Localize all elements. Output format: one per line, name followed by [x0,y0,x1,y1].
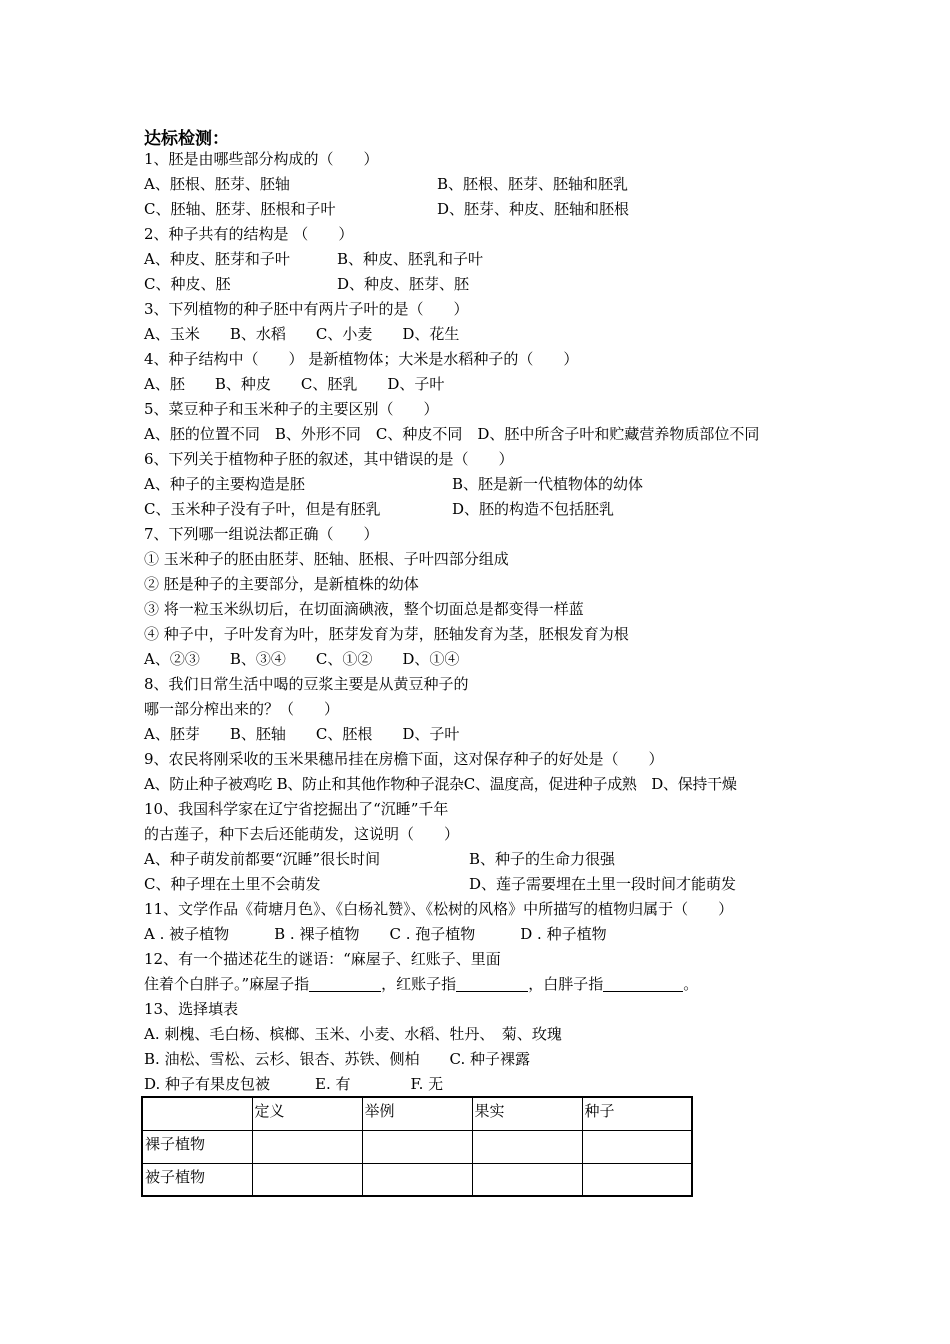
question-2-stem: 2、种子共有的结构是 （ ） [144,225,354,243]
question-7-statement-3: ③ 将一粒玉米纵切后，在切面滴碘液，整个切面总是都变得一样蓝 [144,600,584,618]
table-row-label: 裸子植物 [142,1130,252,1163]
question-8-options: A、胚芽 B、胚轴 C、胚根 D、子叶 [144,725,460,743]
question-10-options-row-1 [144,847,616,872]
answer-blank-3[interactable] [603,975,683,992]
question-2-options-row-1 [144,247,484,272]
question-13-item-b: B. 油松、雪松、云杉、银杏、苏铁、侧柏 C. 种子裸露 [144,1050,531,1068]
answer-blank-2[interactable] [456,975,528,992]
section-title: 达标检测： [144,129,229,149]
question-11-options: A . 被子植物 B . 裸子植物 C . 孢子植物 D . 种子植物 [144,925,607,943]
option-d: D、种皮、胚芽、胚 [337,275,470,293]
table-header-cell [142,1097,252,1130]
classification-table [141,1096,693,1197]
question-1-stem: 1、胚是由哪些部分构成的（ ） [144,150,379,168]
option-c: C、玉米种子没有子叶，但是有胚乳 [144,500,381,518]
table-cell[interactable] [362,1163,472,1196]
riddle-part-1: 住着个白胖子。”麻屋子指 [144,975,310,993]
table-cell[interactable] [252,1163,362,1196]
option-a: A、种皮、胚芽和子叶 [144,250,290,268]
question-1-options-row-2 [144,197,630,222]
question-13-item-d: D. 种子有果皮包被 E. 有 F. 无 [144,1075,444,1093]
question-10-options-row-2 [144,872,737,897]
riddle-part-3: ，白胖子指 [528,975,604,993]
question-12-stem-line-1: 12、有一个描述花生的谜语：“麻屋子、红账子、里面 [144,950,501,968]
option-b: B、种皮、胚乳和子叶 [337,250,484,268]
table-cell[interactable] [362,1130,472,1163]
riddle-part-4: 。 [683,975,699,993]
table-header-cell: 举例 [362,1097,472,1130]
question-6-options-row-2 [144,497,615,522]
riddle-part-2: ，红账子指 [381,975,457,993]
table-cell[interactable] [472,1163,582,1196]
option-b: B、胚根、胚芽、胚轴和胚乳 [437,175,629,193]
question-13-stem: 13、选择填表 [144,1000,239,1018]
question-10-stem-line-2: 的古莲子，种下去后还能萌发，这说明（ ） [144,825,460,843]
question-5-options: A、胚的位置不同 B、外形不同 C、种皮不同 D、胚中所含子叶和贮藏营养物质部位不同 [144,425,760,443]
question-6-options-row-1 [144,472,644,497]
table-header-cell: 果实 [472,1097,582,1130]
question-8-stem-line-1: 8、我们日常生活中喝的豆浆主要是从黄豆种子的 [144,675,469,693]
table-cell[interactable] [252,1130,362,1163]
option-d: D、莲子需要埋在土里一段时间才能萌发 [469,875,737,893]
table-cell[interactable] [582,1163,692,1196]
question-9-stem: 9、农民将刚采收的玉米果穗吊挂在房檐下面，这对保存种子的好处是（ ） [144,750,664,768]
option-a: A、种子萌发前都要“沉睡”很长时间 [144,850,381,868]
table-header-row [142,1097,692,1130]
question-9-options: A、防止种子被鸡吃 B、防止和其他作物种子混杂C、温度高，促进种子成熟 D、保持干燥 [144,775,737,793]
question-7-statement-2: ② 胚是种子的主要部分，是新植株的幼体 [144,575,419,593]
option-a: A、种子的主要构造是胚 [144,475,305,493]
question-1-options-row-1 [144,172,629,197]
question-11-stem: 11、文学作品《荷塘月色》、《白杨礼赞》、《松树的风格》中所描写的植物归属于（ ） [144,900,734,918]
table-header-cell: 种子 [582,1097,692,1130]
table-cell[interactable] [472,1130,582,1163]
question-7-statement-1: ① 玉米种子的胚由胚芽、胚轴、胚根、子叶四部分组成 [144,550,509,568]
question-3-options: A、玉米 B、水稻 C、小麦 D、花生 [144,325,460,343]
question-7-statement-4: ④ 种子中，子叶发育为叶，胚芽发育为芽，胚轴发育为茎，胚根发育为根 [144,625,629,643]
option-c: C、种子埋在土里不会萌发 [144,875,321,893]
table-header-cell: 定义 [252,1097,362,1130]
table-cell[interactable] [582,1130,692,1163]
option-c: C、种皮、胚 [144,275,231,293]
option-c: C、胚轴、胚芽、胚根和子叶 [144,200,336,218]
question-7-stem: 7、下列哪一组说法都正确（ ） [144,525,379,543]
option-b: B、种子的生命力很强 [469,850,616,868]
table-row-label: 被子植物 [142,1163,252,1196]
question-13-item-a: A. 刺槐、毛白杨、槟榔、玉米、小麦、水稻、牡丹、 菊、玫瑰 [144,1025,562,1043]
question-8-stem-line-2: 哪一部分榨出来的？（ ） [144,700,340,718]
question-6-stem: 6、下列关于植物种子胚的叙述，其中错误的是（ ） [144,450,514,468]
question-2-options-row-2 [144,272,470,297]
option-a: A、胚根、胚芽、胚轴 [144,175,290,193]
table-row [142,1163,692,1196]
question-12-stem-line-2 [144,972,698,997]
answer-blank-1[interactable] [309,975,381,992]
question-4-stem: 4、种子结构中（ ） 是新植物体；大米是水稻种子的（ ） [144,350,579,368]
question-7-options: A、②③ B、③④ C、①② D、①④ [144,650,460,668]
table-row [142,1130,692,1163]
question-3-stem: 3、下列植物的种子胚中有两片子叶的是（ ） [144,300,469,318]
option-b: B、胚是新一代植物体的幼体 [452,475,644,493]
question-4-options: A、胚 B、种皮 C、胚乳 D、子叶 [144,375,445,393]
question-5-stem: 5、菜豆种子和玉米种子的主要区别（ ） [144,400,439,418]
option-d: D、胚的构造不包括胚乳 [452,500,615,518]
question-10-stem-line-1: 10、我国科学家在辽宁省挖掘出了“沉睡”千年 [144,800,449,818]
option-d: D、胚芽、种皮、胚轴和胚根 [437,200,630,218]
